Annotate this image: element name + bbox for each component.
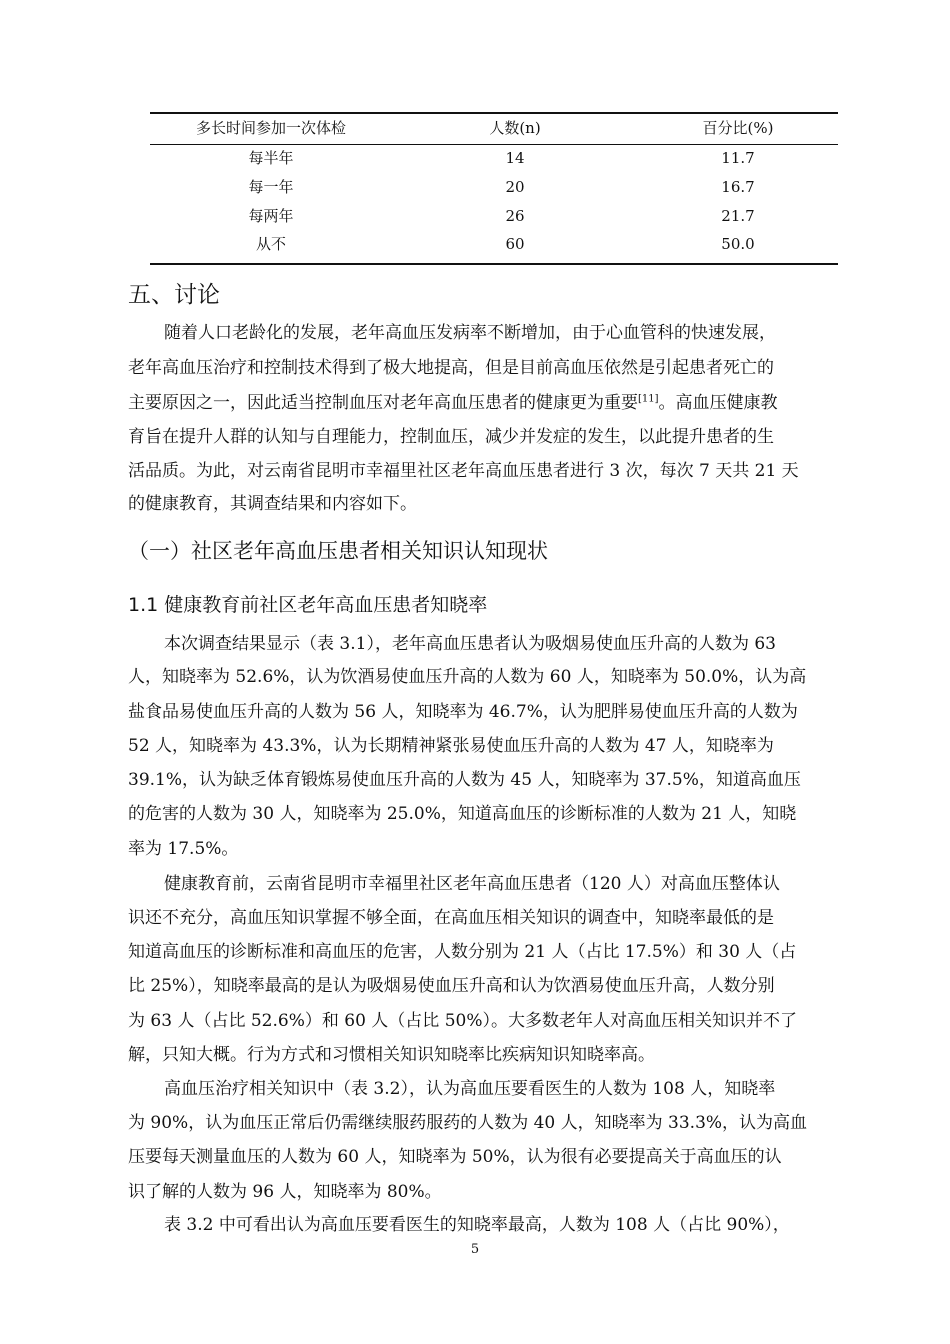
paragraph-line: 识了解的人数为 96 人，知晓率为 80%。 — [128, 1182, 442, 1202]
paragraph-text: 主要原因之一，因此适当控制血压对老年高血压患者的健康更为重要 — [128, 393, 638, 413]
paragraph-line: 知道高血压的诊断标准和高血压的危害，人数分别为 21 人（占比 17.5%）和 30 人（占 — [128, 942, 797, 962]
paragraph-line: 为 90%，认为血压正常后仍需继续服药服药的人数为 40 人，知晓率为 33.3%，认为高血 — [128, 1113, 808, 1133]
table-cell: 11.7 — [721, 149, 755, 167]
table-header-rule — [150, 144, 838, 145]
page-number: 5 — [470, 1242, 480, 1257]
paragraph-line: 比 25%），知晓率最高的是认为吸烟易使血压升高和认为饮酒易使血压升高，人数分别 — [128, 976, 775, 996]
paragraph-line: 识还不充分，高血压知识掌握不够全面，在高血压相关知识的调查中，知晓率最低的是 — [128, 908, 774, 928]
paragraph-line: 39.1%，认为缺乏体育锻炼易使血压升高的人数为 45 人，知晓率为 37.5%，知道高血压 — [128, 770, 801, 790]
table-top-rule — [150, 112, 838, 114]
subsection-heading: （一）社区老年高血压患者相关知识认知现状 — [128, 539, 548, 563]
paragraph-line: 压要每天测量血压的人数为 60 人，知晓率为 50%，认为很有必要提高关于高血压的认 — [128, 1147, 782, 1167]
paragraph-line: 老年高血压治疗和控制技术得到了极大地提高，但是目前高血压依然是引起患者死亡的 — [128, 358, 774, 378]
paragraph-text: 。高血压健康教 — [658, 393, 778, 413]
table-header-count: 人数(n) — [489, 119, 541, 137]
table-cell: 21.7 — [721, 207, 755, 225]
citation-reference: [11] — [638, 393, 659, 405]
paragraph-line: 人，知晓率为 52.6%，认为饮酒易使血压升高的人数为 60 人，知晓率为 50.0%，认为高 — [128, 667, 807, 687]
table-cell: 14 — [505, 149, 525, 167]
paragraph-line: 的危害的人数为 30 人，知晓率为 25.0%，知道高血压的诊断标准的人数为 21 人，知晓 — [128, 804, 797, 824]
paragraph-line: 健康教育前，云南省昆明市幸福里社区老年高血压患者（120 人）对高血压整体认 — [164, 874, 780, 894]
paragraph-line: 解，只知大概。行为方式和习惯相关知识知晓率比疾病知识知晓率高。 — [128, 1045, 655, 1065]
table-cell: 60 — [505, 235, 525, 253]
paragraph-line: 52 人，知晓率为 43.3%，认为长期精神紧张易使血压升高的人数为 47 人，知晓率为 — [128, 736, 774, 756]
table-header-frequency: 多长时间参加一次体检 — [195, 119, 346, 137]
paragraph-line: 育旨在提升人群的认知与自理能力，控制血压，减少并发症的发生，以此提升患者的生 — [128, 427, 774, 447]
table-cell: 26 — [505, 207, 525, 225]
paragraph-line: 活品质。为此，对云南省昆明市幸福里社区老年高血压患者进行 3 次，每次 7 天共 21 天 — [128, 461, 799, 481]
table-header-percent: 百分比(%) — [702, 119, 774, 137]
paragraph-line: 为 63 人（占比 52.6%）和 60 人（占比 50%）。大多数老年人对高血压相关知识并不了 — [128, 1011, 797, 1031]
section-heading-discussion: 五、讨论 — [128, 282, 220, 308]
paragraph-line — [128, 390, 854, 416]
table-cell: 20 — [505, 178, 525, 196]
table-cell: 每半年 — [248, 149, 294, 167]
table-cell: 50.0 — [721, 235, 755, 253]
table-cell: 16.7 — [721, 178, 755, 196]
paragraph-line: 随着人口老龄化的发展，老年高血压发病率不断增加，由于心血管科的快速发展， — [164, 323, 776, 343]
paragraph-line: 高血压治疗相关知识中（表 3.2），认为高血压要看医生的人数为 108 人，知晓率 — [164, 1079, 776, 1099]
table-cell: 从不 — [255, 235, 286, 253]
paragraph-line: 的健康教育，其调查结果和内容如下。 — [128, 494, 417, 514]
paragraph-line: 本次调查结果显示（表 3.1），老年高血压患者认为吸烟易使血压升高的人数为 63 — [164, 634, 776, 654]
table-cell: 每两年 — [248, 207, 294, 225]
subsubsection-heading: 1.1 健康教育前社区老年高血压患者知晓率 — [128, 594, 488, 616]
paragraph-line: 盐食品易使血压升高的人数为 56 人，知晓率为 46.7%，认为肥胖易使血压升高的人数为 — [128, 702, 798, 722]
paragraph-line: 率为 17.5%。 — [128, 839, 239, 859]
paragraph-line: 表 3.2 中可看出认为高血压要看医生的知晓率最高，人数为 108 人（占比 90%）， — [164, 1215, 790, 1235]
table-cell: 每一年 — [248, 178, 294, 196]
table-bottom-rule — [150, 263, 838, 265]
